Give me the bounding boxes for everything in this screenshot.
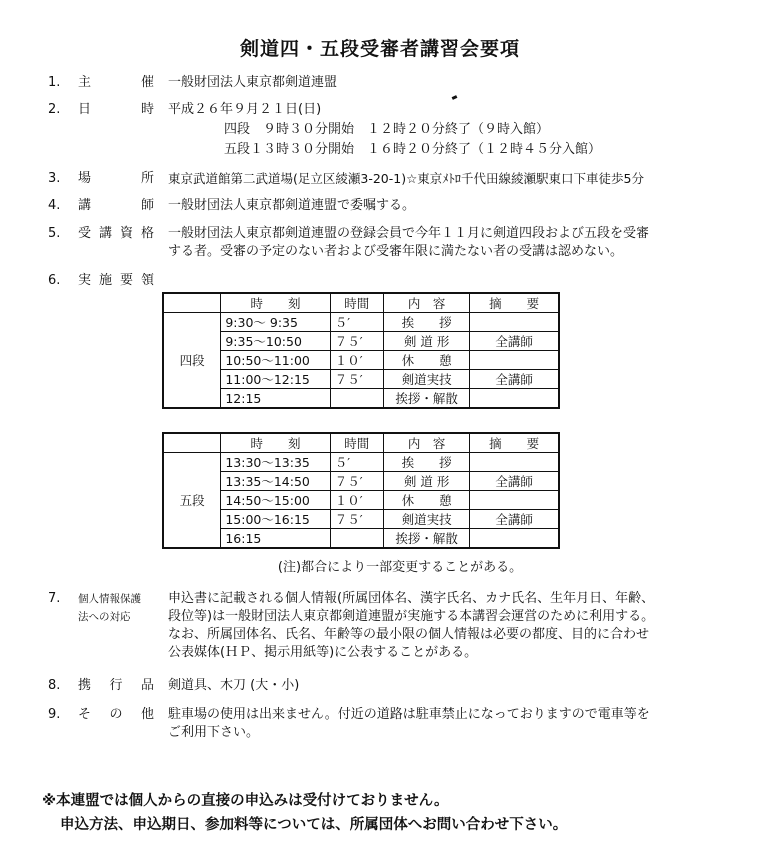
item-text: 一般財団法人東京都剣道連盟の登録会員で今年１１月に剣道四段および五段を受審 する者。受審の予定のない者および受審年限に満たない者の受講は認めない。 — [168, 226, 650, 259]
item-number: 4. — [48, 198, 61, 213]
table-header-row: 時 刻 時間 内 容 摘 要 — [163, 433, 559, 453]
item-number: 5. — [48, 226, 61, 241]
item-text: 一般財団法人東京都剣道連盟で委嘱する。 — [168, 198, 416, 213]
schedule-remark: (注)都合により一部変更することがある。 — [277, 560, 523, 575]
item-number: 7. — [48, 591, 61, 606]
table-row: 五段 13:30～13:35 ５′ 挨 拶 — [163, 453, 559, 472]
table-row: 9:35～10:50 ７５′ 剣 道 形 全講師 — [163, 332, 559, 351]
item-text: 申込書に記載される個人情報(所属団体名、漢字氏名、カナ氏名、生年月日、年齢、 段位等)は一般財団法人東京都剣道連盟が実施する本講習会運営のために利用する。 なお、所属団体名、氏名、年齢等の最小限の個人情報は必要の都度、目的に合わせ 公表媒体(ＨＰ、掲示用紙等)に公表することがある。 — [168, 591, 655, 660]
document: 剣道四・五段受審者講習会要項 1. 主 催 一般財団法人東京都剣道連盟 2. 日 時 平成２６年９月２１日(日) 四段 ９時３０分開始 １２時２０分終了（９時入館） 五段１３時３０分開始 １６時２０分終了（１２時４５分入館） 3. 場 所 東京武道館第二武道場(足立区綾瀬3-20-1)☆東京ﾒﾄﾛ千代田線綾瀬駅東口下車徒歩5分 4. 講 師 一般財団法人東京都剣道連盟で委嘱する。 5. 受 講 資 格 一般財団法人東京都剣道連盟の登録会員で今年１１月に剣道四段および五段を受審 する者。受審の予定のない者および受審年限に満たない者の受講は認めない。 6. 実 施 要 領 時 刻 時間 内 容 摘 要 四段 9:30～ 9:35 ５′ 挨 拶 9:35～10:50 ７５′ 剣 道 形 全講師 10:50～11:00 １０′ 休 憩 11:00～12:15 ７５′ 剣道実技 全講師 12:15 挨拶・解散 時 刻 時間 内 容 摘 要 五段 13:30～13:35 ５′ 挨 拶 13:35～14:50 ７５′ 剣 道 形 全講師 14:50～15:00 １０′ 休 憩 15:00～16:15 ７５′ 剣道実技 全講師 16:15 挨拶・解散 (注)都合により一部変更することがある。 7. 個人情報保護 法への対応 申込書に記載される個人情報(所属団体名、漢字氏名、カナ氏名、生年月日、年齢、 段位等)は一般財団法人東京都剣道連盟が実施する本講習会運営のために利用する。 なお、所属団体名、氏名、年齢等の最小限の個人情報は必要の都度、目的に合わせ 公表媒体(ＨＰ、掲示用紙等)に公表することがある。 8. 携 行 品 剣道具、木刀 (大・小) 9. そ の 他 駐車場の使用は出来ません。付近の道路は駐車禁止になっておりますので電車等を ご利用下さい。 ※本連盟では個人からの直接の申込みは受付けておりません。 申込方法、申込期日、参加料等については、所属団体へお問い合わせ下さい。 — [0, 0, 760, 862]
schedule-table-yondan — [162, 292, 560, 409]
item-text: 東京武道館第二武道場(足立区綾瀬3-20-1)☆東京ﾒﾄﾛ千代田線綾瀬駅東口下車徒歩5分 — [168, 171, 644, 186]
item-text: 一般財団法人東京都剣道連盟 — [168, 75, 338, 90]
item-label: 受 講 資 格 — [78, 226, 154, 241]
level-cell: 四段 — [163, 313, 221, 409]
item-number: 9. — [48, 707, 61, 722]
item-text: 駐車場の使用は出来ません。付近の道路は駐車禁止になっておりますので電車等を ご利用下さい。 — [168, 707, 650, 740]
item-label: そ の 他 — [78, 707, 154, 722]
item-label: 場 所 — [78, 171, 154, 186]
table-row: 13:35～14:50 ７５′ 剣 道 形 全講師 — [163, 472, 559, 491]
table-row: 10:50～11:00 １０′ 休 憩 — [163, 351, 559, 370]
item-label: 個人情報保護 法への対応 — [78, 593, 141, 623]
stray-mark — [452, 95, 458, 100]
document-title: 剣道四・五段受審者講習会要項 — [239, 38, 520, 60]
table-row: 四段 9:30～ 9:35 ５′ 挨 拶 — [163, 313, 559, 332]
level-cell: 五段 — [163, 453, 221, 549]
table-row: 11:00～12:15 ７５′ 剣道実技 全講師 — [163, 370, 559, 389]
item-text: 平成２６年９月２１日(日) — [168, 102, 322, 117]
table-row: 12:15 挨拶・解散 — [163, 389, 559, 409]
item-number: 8. — [48, 678, 61, 693]
item-label: 携 行 品 — [78, 678, 154, 693]
item-label: 主 催 — [78, 75, 154, 90]
table-header-row: 時 刻 時間 内 容 摘 要 — [163, 293, 559, 313]
notice-line-2: 申込方法、申込期日、参加料等については、所属団体へお問い合わせ下さい。 — [60, 817, 568, 833]
item-number: 3. — [48, 171, 61, 186]
item-number: 2. — [48, 102, 61, 117]
table-row: 14:50～15:00 １０′ 休 憩 — [163, 491, 559, 510]
table-row: 15:00～16:15 ７５′ 剣道実技 全講師 — [163, 510, 559, 529]
item-number: 1. — [48, 75, 61, 90]
item-label: 講 師 — [78, 198, 154, 213]
item-label: 実 施 要 領 — [78, 273, 154, 288]
schedule-table-godan — [162, 432, 560, 549]
notice-line-1: ※本連盟では個人からの直接の申込みは受付けておりません。 — [42, 793, 449, 809]
table-row: 16:15 挨拶・解散 — [163, 529, 559, 549]
item-number: 6. — [48, 273, 61, 288]
item-label: 日 時 — [78, 102, 154, 117]
item-text: 剣道具、木刀 (大・小) — [168, 678, 300, 693]
